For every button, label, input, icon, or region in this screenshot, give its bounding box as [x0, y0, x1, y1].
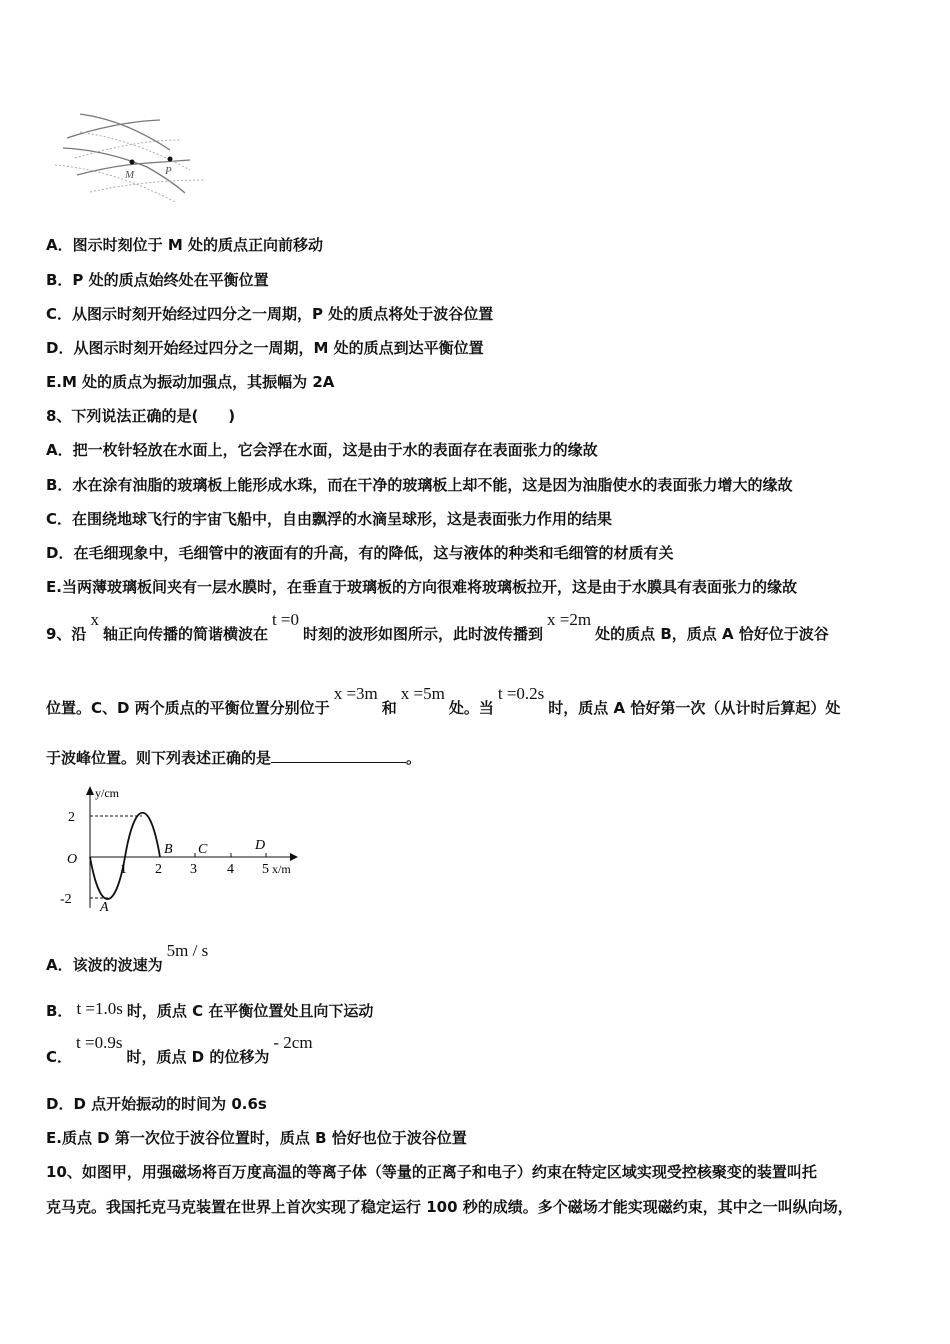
q9-option-e: E.质点 D 第一次位于波谷位置时，质点 B 恰好也位于波谷位置 [46, 1129, 467, 1147]
q9-line-1 [46, 610, 829, 644]
formula: t =0.2s [497, 684, 545, 703]
q8-option-c: C．在围绕地球飞行的宇宙飞船中，自由飘浮的水滴呈球形，这是表面张力作用的结果 [46, 510, 613, 528]
origin-label: O [67, 852, 78, 867]
text: 位置。C、D 两个质点的平衡位置分别位于 [46, 699, 330, 717]
q9-option-b [46, 1001, 373, 1021]
q7-option-d: D．从图示时刻开始经过四分之一周期，M 处的质点到达平衡位置 [46, 339, 484, 357]
q9-line-2 [46, 684, 841, 718]
text: 轴正向传播的简谐横波在 [102, 625, 268, 643]
q9-line-3 [46, 748, 421, 768]
text: 处的质点 B，质点 A 恰好位于波谷 [595, 625, 829, 643]
label-P: P [165, 165, 172, 177]
y-axis-label: y/cm [95, 786, 119, 800]
text: 时，质点 D 的位移为 [126, 1048, 270, 1066]
text: 处。当 [448, 699, 494, 717]
x-tick: 1 [120, 862, 127, 877]
text: 于波峰位置。则下列表述正确的是 [46, 749, 272, 767]
q8-option-d: D．在毛细现象中，毛细管中的液面有的升高，有的降低，这与液体的种类和毛细管的材质有关 [46, 544, 674, 562]
answer-blank[interactable] [271, 748, 406, 763]
formula: t =1.0s [76, 999, 123, 1018]
wave-curve [90, 813, 160, 899]
text: C． [46, 1048, 73, 1066]
point-C: C [198, 842, 208, 857]
formula: - 2cm [273, 1033, 313, 1052]
text: 时，质点 A 恰好第一次（从计时后算起）处 [548, 699, 841, 717]
text: B． [46, 1002, 73, 1020]
x-axis-label: x/m [272, 862, 291, 876]
label-M: M [125, 169, 135, 181]
q10-line-2: 克马克。我国托克马克装置在世界上首次实现了稳定运行 100 秒的成绩。多个磁场才能实现磁约束，其中之一叫纵向场， [46, 1198, 853, 1216]
formula: t =0 [271, 610, 300, 629]
formula: t =0.9s [76, 1033, 123, 1052]
q8-stem: 8、下列说法正确的是( ) [46, 407, 236, 425]
text: 9、沿 [46, 625, 87, 643]
text: 和 [381, 699, 397, 717]
q8-option-a: A．把一枚针轻放在水面上，它会浮在水面，这是由于水的表面存在表面张力的缘故 [46, 441, 598, 459]
formula: x =2m [547, 610, 592, 629]
y-tick: 2 [68, 810, 75, 825]
wave-interference-figure [55, 110, 215, 205]
x-tick: 2 [155, 862, 162, 877]
q9-option-c [46, 1033, 317, 1067]
formula: 5m / s [166, 941, 209, 960]
point-A: A [100, 900, 109, 913]
q9-option-d: D．D 点开始振动的时间为 0.6s [46, 1095, 267, 1113]
q7-option-e: E.M 处的质点为振动加强点，其振幅为 2A [46, 373, 335, 391]
q7-option-c: C．从图示时刻开始经过四分之一周期，P 处的质点将处于波谷位置 [46, 305, 494, 323]
formula: x =3m [333, 684, 378, 703]
q10-line-1: 10、如图甲，用强磁场将百万度高温的等离子体（等量的正离子和电子）约束在特定区域实现受控核聚变的装置叫托 [46, 1163, 817, 1181]
text: A．该波的波速为 [46, 956, 163, 974]
text: 时刻的波形如图所示，此时波传播到 [303, 625, 544, 643]
point-B: B [164, 842, 173, 857]
y-tick: -2 [60, 892, 72, 907]
text: 。 [406, 749, 422, 767]
formula: x [90, 610, 99, 629]
text: 时，质点 C 在平衡位置处且向下运动 [126, 1002, 374, 1020]
wave-graph [50, 783, 310, 913]
q8-option-b: B．水在涂有油脂的玻璃板上能形成水珠，而在干净的玻璃板上却不能，这是因为油脂使水的表面张力增大的缘故 [46, 476, 793, 494]
q9-option-a [46, 941, 212, 975]
x-tick: 3 [190, 862, 197, 877]
point-D: D [255, 838, 266, 853]
x-tick: 4 [227, 862, 234, 877]
formula: x =5m [400, 684, 445, 703]
q7-option-a: A．图示时刻位于 M 处的质点正向前移动 [46, 236, 323, 254]
x-tick: 5 [262, 862, 269, 877]
q8-option-e: E.当两薄玻璃板间夹有一层水膜时，在垂直于玻璃板的方向很难将玻璃板拉开，这是由于水膜具有表面张力的缘故 [46, 578, 797, 596]
q7-option-b: B．P 处的质点始终处在平衡位置 [46, 271, 269, 289]
